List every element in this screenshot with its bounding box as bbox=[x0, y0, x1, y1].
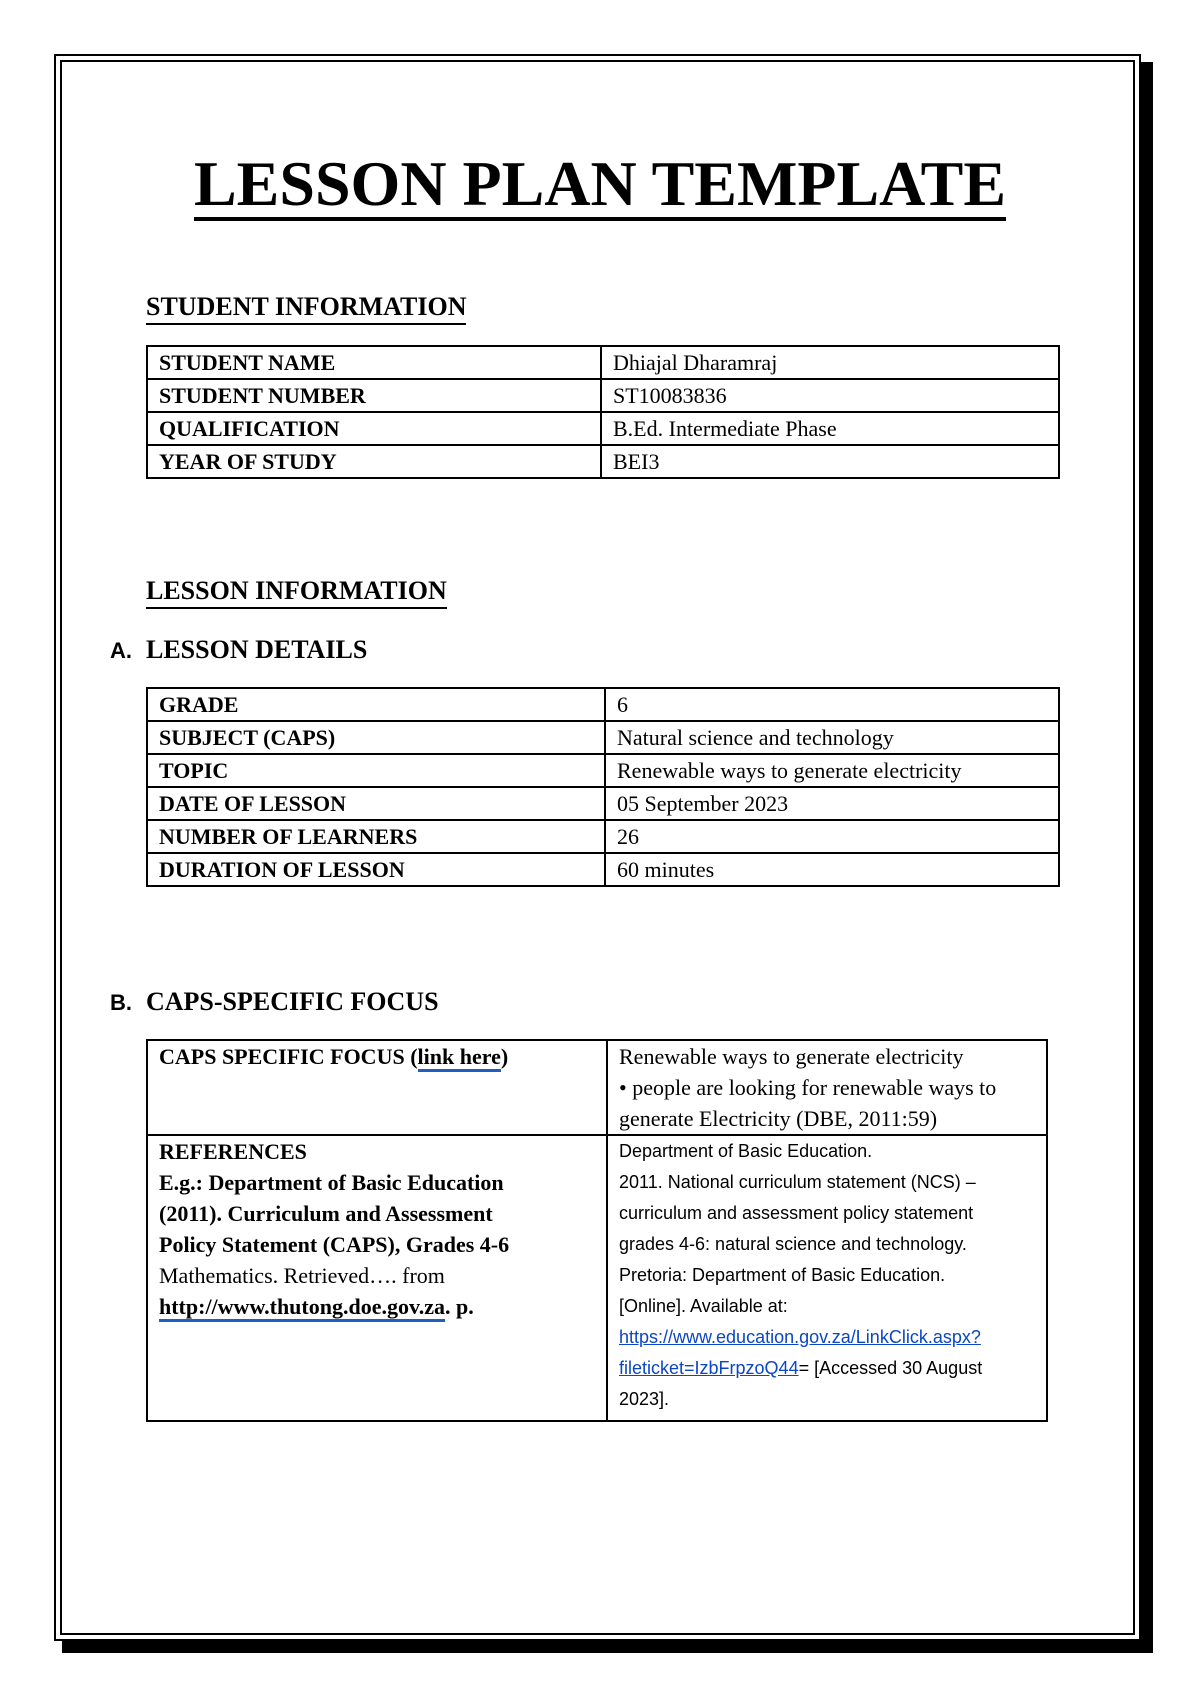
section-letter-b: B. bbox=[110, 990, 132, 1015]
reference-example-end: . p. bbox=[445, 1294, 474, 1319]
table-row bbox=[147, 754, 1059, 787]
reference-example-line: E.g.: Department of Basic Education bbox=[159, 1170, 504, 1195]
grade-value: 6 bbox=[605, 688, 1059, 721]
table-row bbox=[147, 445, 1059, 478]
table-row bbox=[147, 853, 1059, 886]
student-name-label: STUDENT NAME bbox=[147, 346, 601, 379]
reference-line: Pretoria: Department of Basic Education. bbox=[619, 1265, 946, 1285]
reference-line: 2023]. bbox=[619, 1389, 670, 1409]
page-title: LESSON PLAN TEMPLATE bbox=[0, 150, 1200, 221]
reference-line: [Online]. Available at: bbox=[619, 1296, 788, 1316]
references-label-cell bbox=[147, 1135, 607, 1421]
lesson-details-table bbox=[146, 687, 1060, 887]
lesson-details-heading: A. LESSON DETAILS bbox=[110, 635, 368, 664]
fileticket-link[interactable]: fileticket=IzbFrpzoQ44 bbox=[619, 1358, 799, 1378]
duration-value: 60 minutes bbox=[605, 853, 1059, 886]
focus-line: • people are looking for renewable ways to bbox=[619, 1075, 997, 1100]
caps-link[interactable]: link here bbox=[418, 1044, 501, 1072]
learners-label: NUMBER OF LEARNERS bbox=[147, 820, 605, 853]
year-of-study-value: BEI3 bbox=[601, 445, 1059, 478]
table-row bbox=[147, 1040, 1047, 1135]
table-row bbox=[147, 721, 1059, 754]
year-of-study-label: YEAR OF STUDY bbox=[147, 445, 601, 478]
focus-line: Renewable ways to generate electricity bbox=[619, 1044, 964, 1069]
reference-line: grades 4-6: natural science and technology. bbox=[619, 1234, 967, 1254]
thutong-link[interactable]: http://www.thutong.doe.gov.za bbox=[159, 1294, 445, 1322]
reference-example-line: Policy Statement (CAPS), Grades 4-6 bbox=[159, 1232, 510, 1257]
subject-value: Natural science and technology bbox=[605, 721, 1059, 754]
caps-focus-value bbox=[607, 1040, 1047, 1135]
table-row bbox=[147, 379, 1059, 412]
topic-label: TOPIC bbox=[147, 754, 605, 787]
table-row bbox=[147, 688, 1059, 721]
table-row bbox=[147, 787, 1059, 820]
caps-focus-label: CAPS SPECIFIC FOCUS (link here) bbox=[147, 1040, 607, 1135]
table-row bbox=[147, 1135, 1047, 1421]
caps-focus-table bbox=[146, 1039, 1048, 1422]
reference-line: 2011. National curriculum statement (NCS) – bbox=[619, 1172, 976, 1192]
date-label: DATE OF LESSON bbox=[147, 787, 605, 820]
reference-line: Department of Basic Education. bbox=[619, 1141, 873, 1161]
topic-value: Renewable ways to generate electricity bbox=[605, 754, 1059, 787]
table-row bbox=[147, 346, 1059, 379]
caps-focus-heading: B. CAPS-SPECIFIC FOCUS bbox=[110, 987, 439, 1016]
student-number-value: ST10083836 bbox=[601, 379, 1059, 412]
student-name-value: Dhiajal Dharamraj bbox=[601, 346, 1059, 379]
accessed-text: = [Accessed 30 August bbox=[798, 1358, 983, 1378]
subject-label: SUBJECT (CAPS) bbox=[147, 721, 605, 754]
grade-label: GRADE bbox=[147, 688, 605, 721]
qualification-label: QUALIFICATION bbox=[147, 412, 601, 445]
table-row bbox=[147, 412, 1059, 445]
education-gov-link[interactable]: https://www.education.gov.za/LinkClick.aspx? bbox=[619, 1327, 981, 1347]
student-info-table bbox=[146, 345, 1060, 479]
qualification-value: B.Ed. Intermediate Phase bbox=[601, 412, 1059, 445]
references-label: REFERENCES bbox=[159, 1139, 307, 1164]
student-number-label: STUDENT NUMBER bbox=[147, 379, 601, 412]
lesson-info-heading: LESSON INFORMATION bbox=[146, 578, 447, 604]
date-value: 05 September 2023 bbox=[605, 787, 1059, 820]
table-row bbox=[147, 820, 1059, 853]
focus-line: generate Electricity (DBE, 2011:59) bbox=[619, 1106, 938, 1131]
duration-label: DURATION OF LESSON bbox=[147, 853, 605, 886]
reference-example-line: (2011). Curriculum and Assessment bbox=[159, 1201, 493, 1226]
references-value bbox=[607, 1135, 1047, 1421]
learners-value: 26 bbox=[605, 820, 1059, 853]
reference-example-line: Mathematics. Retrieved…. from bbox=[159, 1263, 445, 1288]
student-info-heading: STUDENT INFORMATION bbox=[146, 294, 466, 320]
reference-line: curriculum and assessment policy statement bbox=[619, 1203, 974, 1223]
section-letter-a: A. bbox=[110, 638, 132, 663]
